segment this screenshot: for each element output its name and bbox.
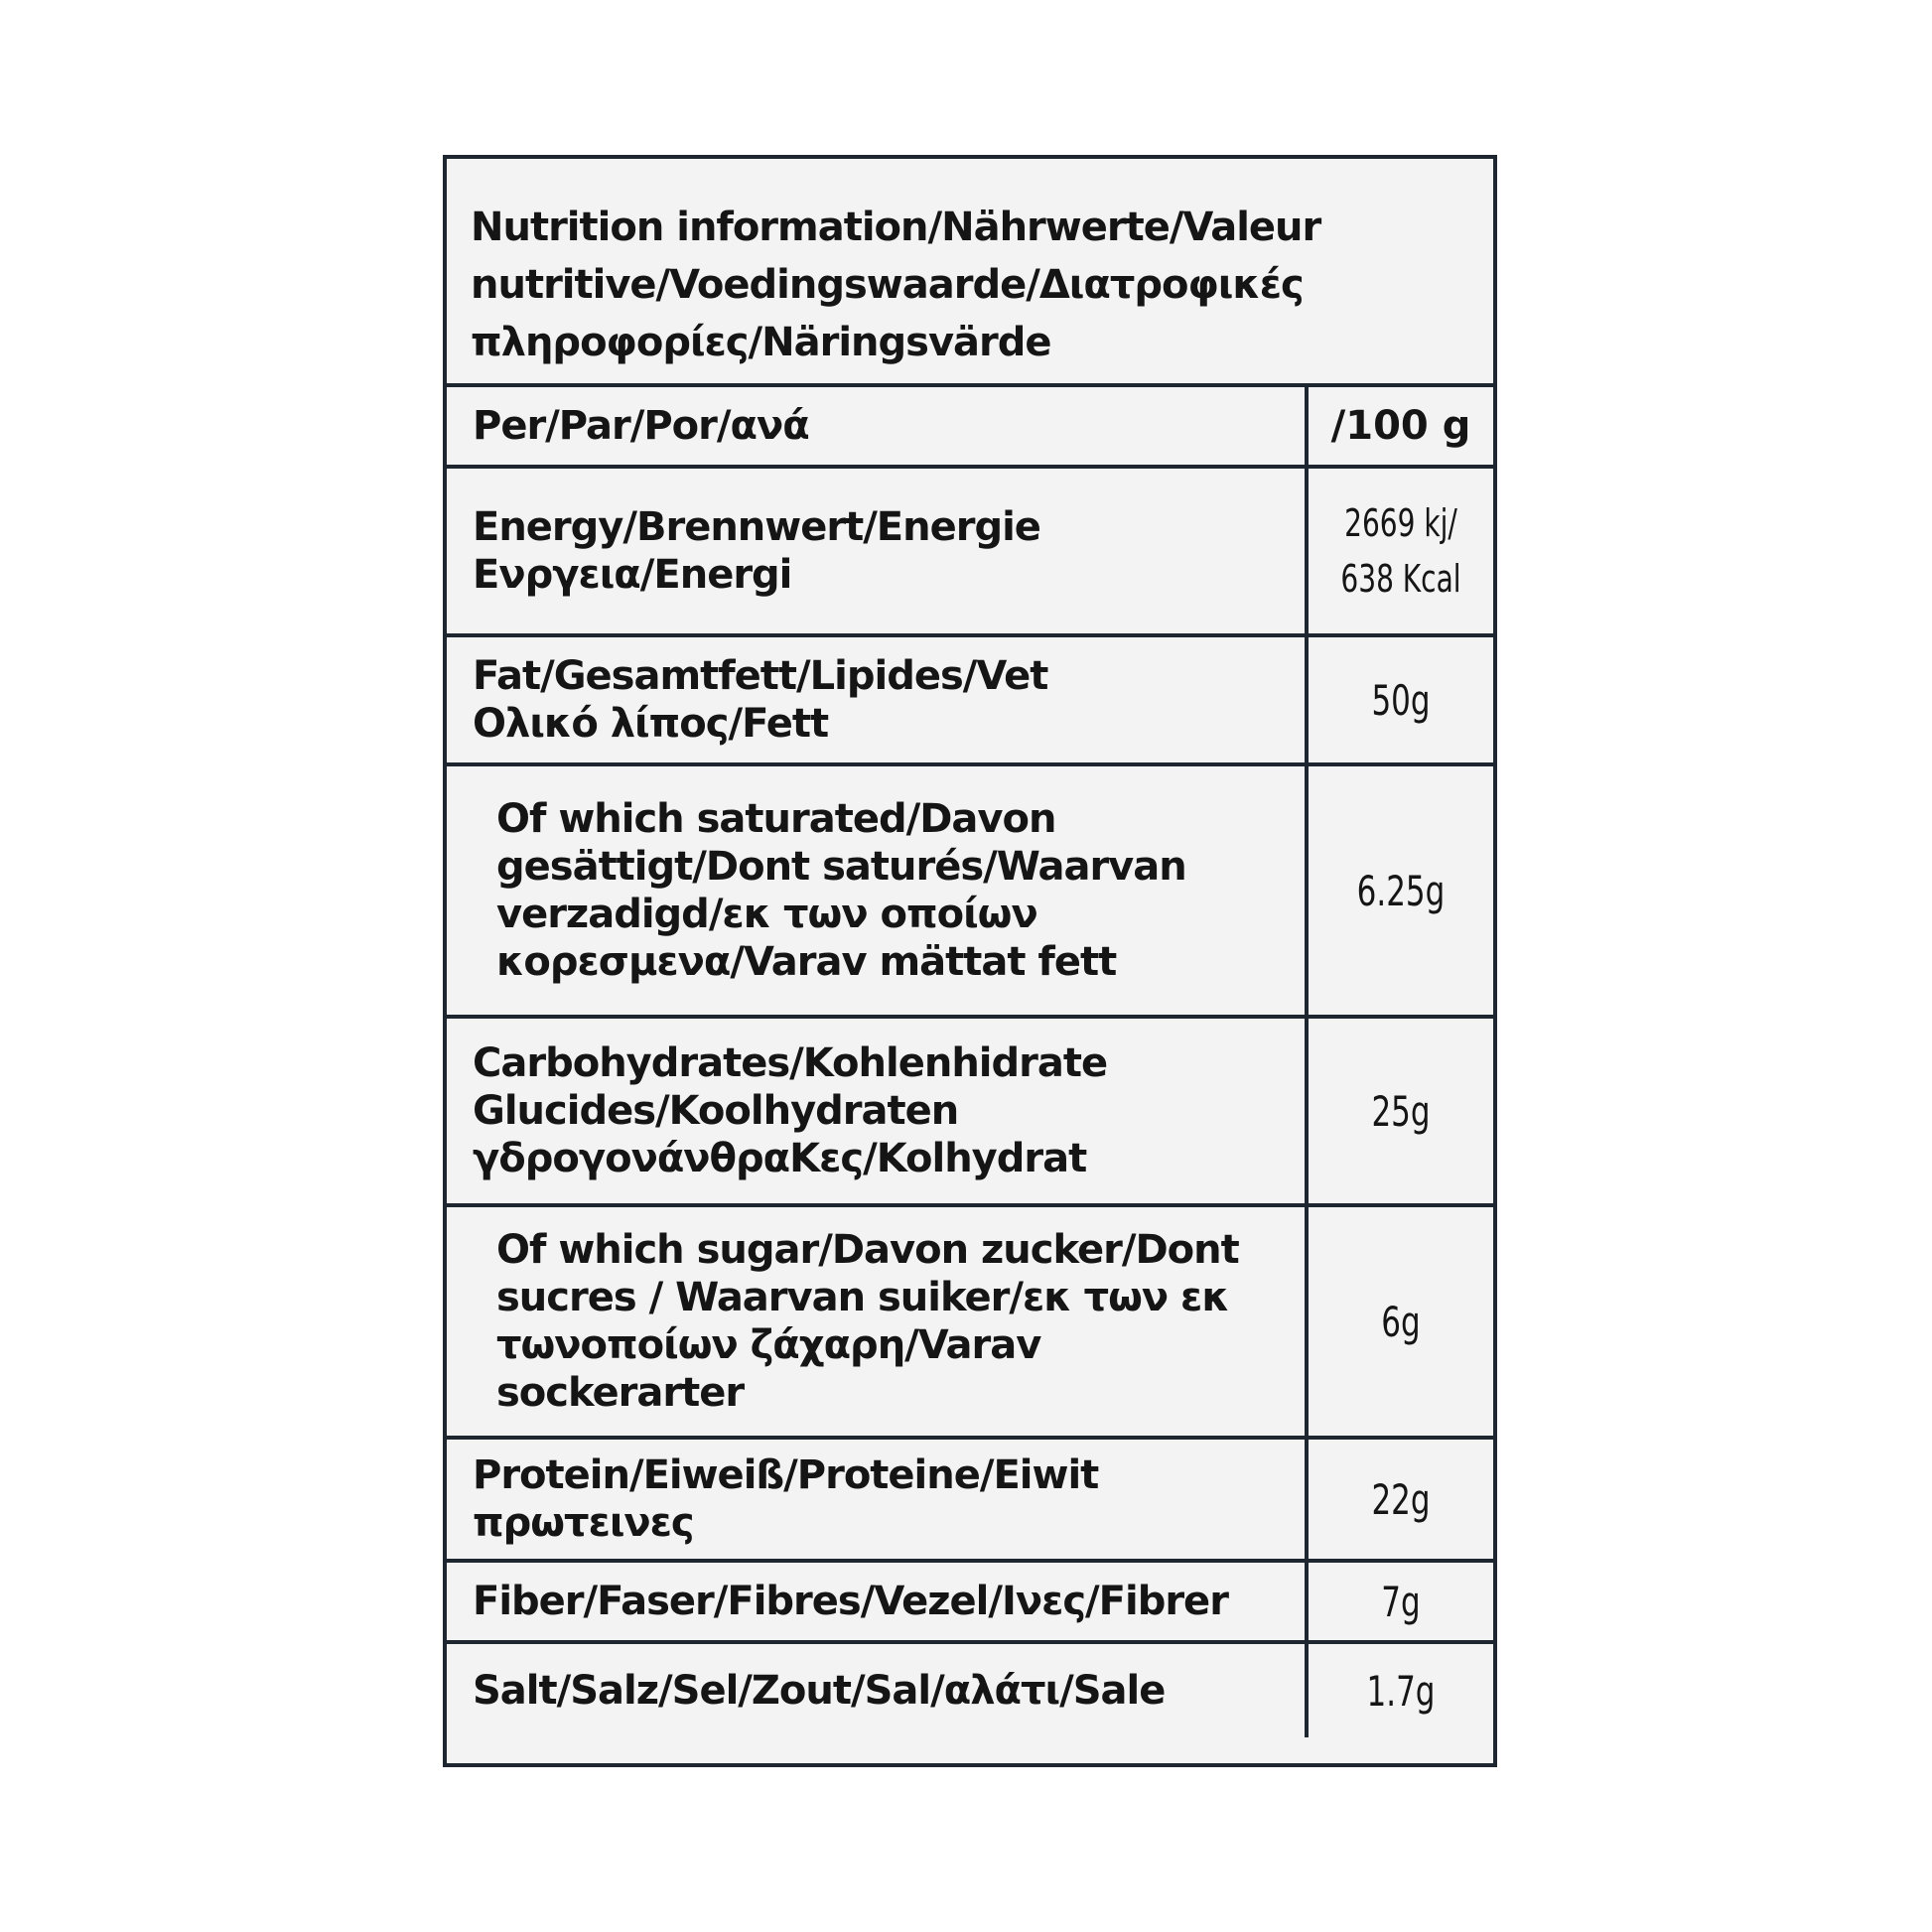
row-label-line: γδρογονάνθραΚες/Kolhydrat: [473, 1136, 1087, 1181]
row-value: [1325, 1019, 1477, 1203]
row-value-line: 2669 kj/: [1344, 501, 1457, 545]
row-label-line: Ενργεια/Energi: [473, 552, 792, 598]
row-fat: [447, 637, 1493, 766]
row-label: [447, 1019, 1309, 1203]
row-saturated: [447, 766, 1493, 1019]
row-salt: [447, 1644, 1493, 1737]
row-carbohydrates: [447, 1019, 1493, 1207]
row-label: [447, 1563, 1309, 1640]
row-label: [447, 637, 1309, 762]
title-line-3: πληροφορίες/Näringsvärde: [471, 320, 1051, 365]
row-label: [447, 1440, 1309, 1559]
nutrition-label: [443, 155, 1497, 1767]
row-label-line: Energy/Brennwert/Energie: [473, 504, 1040, 550]
row-value: [1325, 637, 1477, 762]
row-value-line: 1.7g: [1366, 1666, 1436, 1716]
title-line-1: Nutrition information/Nährwerte/Valeur: [471, 205, 1321, 250]
row-value-line: 50g: [1371, 675, 1431, 725]
row-label-line: πρωτεινες: [473, 1500, 694, 1546]
title-line-2: nutritive/Voedingswaarde/Διατροφικές: [471, 262, 1304, 308]
row-value-line: 6g: [1381, 1297, 1421, 1346]
row-label-line: Fat/Gesamtfett/Lipides/Vet: [473, 653, 1048, 699]
row-label-line: κορεσμενα/Varav mättat fett: [496, 939, 1117, 985]
row-value-line: 7g: [1381, 1577, 1421, 1626]
row-per-serving: [447, 387, 1493, 469]
row-value: [1325, 469, 1477, 633]
row-label-line: Per/Par/Por/ανά: [473, 403, 809, 449]
row-energy: [447, 469, 1493, 637]
row-value: [1325, 1644, 1477, 1737]
row-value: [1325, 766, 1477, 1015]
row-label-line: τωνοποίων ζάχαρη/Varav: [496, 1322, 1041, 1368]
row-label-line: Of which saturated/Davon: [496, 796, 1056, 842]
row-label: [447, 766, 1309, 1015]
row-label-line: Ολικό λίπος/Fett: [473, 701, 829, 747]
row-value: [1325, 1563, 1477, 1640]
row-value: [1325, 1207, 1477, 1436]
row-value-line: 25g: [1371, 1086, 1431, 1136]
row-label-line: sucres / Waarvan suiker/εκ των εκ: [496, 1275, 1229, 1320]
row-label: [447, 1644, 1309, 1737]
row-value-line: /100 g: [1330, 403, 1471, 449]
row-label: [447, 387, 1309, 465]
row-label: [447, 469, 1309, 633]
row-label-line: Protein/Eiweiß/Proteine/Eiwit: [473, 1452, 1099, 1498]
row-label-line: Of which sugar/Davon zucker/Dont: [496, 1227, 1239, 1273]
row-label-line: Salt/Salz/Sel/Zout/Sal/αλάτι/Sale: [473, 1668, 1166, 1714]
row-label-line: verzadigd/εκ των οποίων: [496, 892, 1037, 937]
row-label-line: Glucides/Koolhydraten: [473, 1088, 959, 1134]
row-protein: [447, 1440, 1493, 1563]
row-value-line: 6.25g: [1356, 866, 1446, 915]
nutrition-title: [447, 159, 1493, 387]
row-value-line: 22g: [1371, 1474, 1431, 1524]
row-label: [447, 1207, 1309, 1436]
row-label-line: Fiber/Faser/Fibres/Vezel/Ινες/Fibrer: [473, 1579, 1228, 1624]
row-label-line: sockerarter: [496, 1370, 745, 1416]
row-fiber: [447, 1563, 1493, 1644]
row-value: [1309, 387, 1493, 465]
row-value: [1325, 1440, 1477, 1559]
row-label-line: Carbohydrates/Kohlenhidrate: [473, 1040, 1108, 1086]
row-label-line: gesättigt/Dont saturés/Waarvan: [496, 844, 1186, 890]
row-value-line: 638 Kcal: [1340, 557, 1461, 601]
row-sugar: [447, 1207, 1493, 1440]
